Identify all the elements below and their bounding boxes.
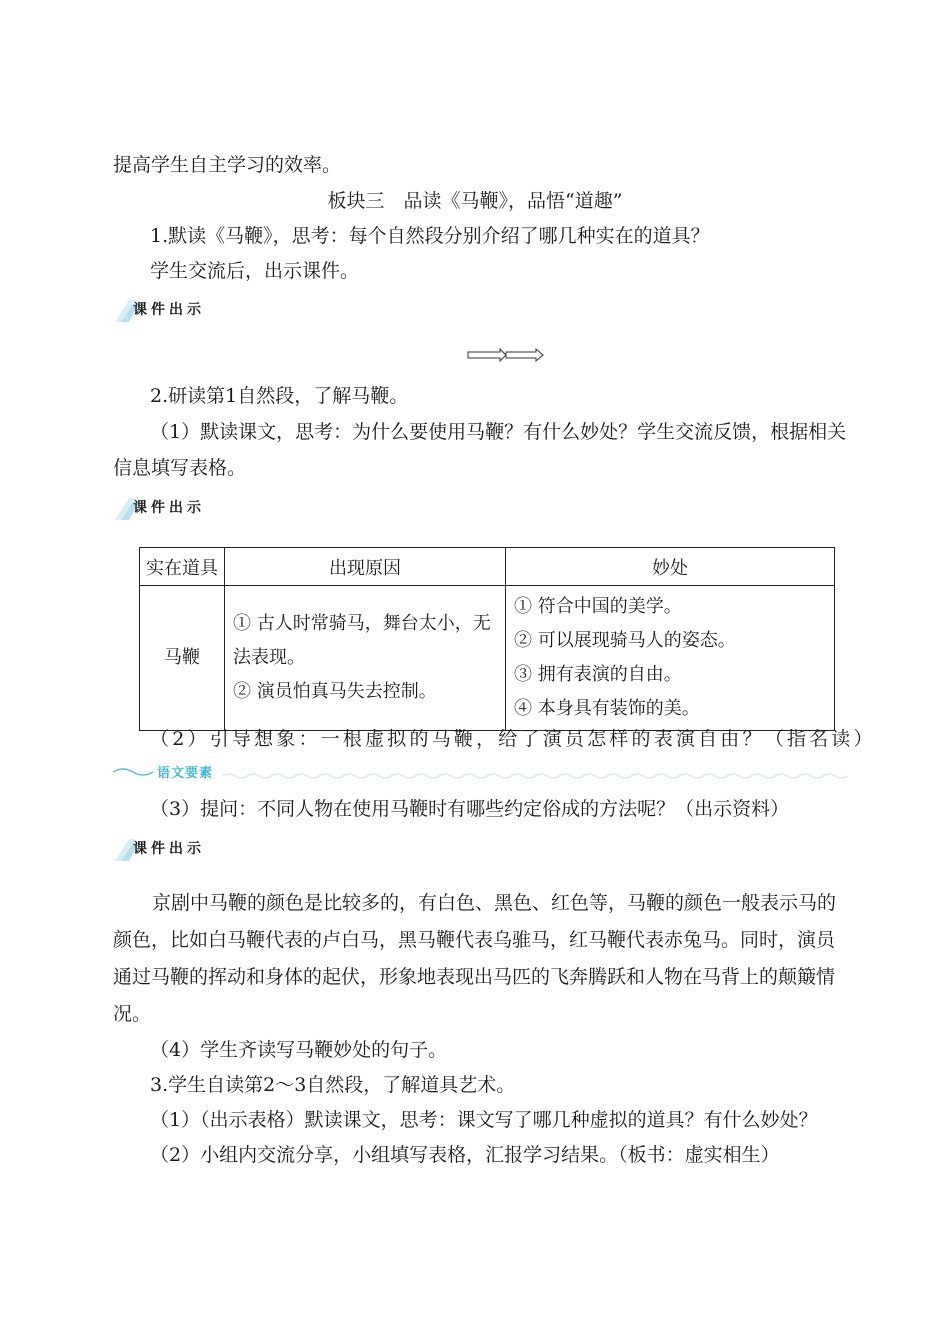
wave-line-icon <box>113 762 853 782</box>
courseware-tag-label: 课件出示 <box>133 302 205 318</box>
text-line: （2）引导想象：一根虚拟的马鞭，给了演员怎样的表演自由？（指名读） <box>150 728 876 750</box>
courseware-tag-label: 课件出示 <box>133 841 205 857</box>
text-line: 学生交流后，出示课件。 <box>150 260 360 282</box>
text-line: 提高学生自主学习的效率。 <box>113 154 342 176</box>
double-arrow-icon <box>466 347 546 366</box>
text-line: 况。 <box>113 1003 152 1025</box>
text-line: 信息填写表格。 <box>113 457 247 479</box>
table-header: 实在道具 <box>140 548 225 586</box>
reason-line: ① 古人时常骑马，舞台太小，无 <box>233 613 491 634</box>
table-header: 出现原因 <box>225 548 506 586</box>
courseware-tag <box>113 494 233 520</box>
benefit-line: ① 符合中国的美学。 <box>514 596 682 617</box>
text-line: 1.默读《马鞭》，思考：每个自然段分别介绍了哪几种实在的道具？ <box>150 225 710 247</box>
benefit-line: ④ 本身具有装饰的美。 <box>514 698 700 719</box>
courseware-tag-label: 课件出示 <box>133 500 205 516</box>
benefit-line: ② 可以展现骑马人的姿态。 <box>514 630 736 651</box>
table-cell-reasons <box>225 586 506 731</box>
courseware-tag <box>113 835 233 861</box>
text-line: 颜色，比如白马鞭代表的卢白马，黑马鞭代表乌骓马，红马鞭代表赤兔马。同时，演员 <box>113 929 836 951</box>
text-line: （4）学生齐读写马鞭妙处的句子。 <box>150 1039 448 1061</box>
benefit-line: ③ 拥有表演的自由。 <box>514 664 682 685</box>
text-line: （1）默读课文，思考：为什么要使用马鞭？有什么妙处？学生交流反馈，根据相关 <box>150 421 847 443</box>
text-line: 3.学生自读第2～3自然段，了解道具艺术。 <box>150 1074 516 1096</box>
text-line: （1）（出示表格）默读课文，思考：课文写了哪几种虚拟的道具？有什么妙处？ <box>150 1109 818 1131</box>
text-line: （2）小组内交流分享，小组填写表格，汇报学习结果。（板书：虚实相生） <box>150 1144 780 1166</box>
text-line: 京剧中马鞭的颜色是比较多的，有白色、黑色、红色等，马鞭的颜色一般表示马的 <box>152 892 837 914</box>
courseware-tag <box>113 296 233 322</box>
text-line: （3）提问：不同人物在使用马鞭时有哪些约定俗成的方法呢？（出示资料） <box>150 798 790 820</box>
yuwen-tag-label: 语文要素 <box>157 766 214 781</box>
props-table <box>139 547 835 731</box>
table-header: 妙处 <box>506 548 835 586</box>
text-line: 通过马鞭的挥动和身体的起伏，形象地表现出马匹的飞奔腾跃和人物在马背上的颠簸情 <box>113 966 836 988</box>
table-cell-benefits <box>506 586 835 731</box>
section-title: 板块三 品读《马鞭》，品悟“道趣” <box>327 190 623 212</box>
reason-line: 法表现。 <box>233 647 305 668</box>
reason-line: ② 演员怕真马失去控制。 <box>233 681 437 702</box>
yuwen-tag <box>113 762 853 782</box>
table-cell-prop: 马鞭 <box>140 586 225 731</box>
text-line: 2.研读第1自然段，了解马鞭。 <box>150 385 409 407</box>
